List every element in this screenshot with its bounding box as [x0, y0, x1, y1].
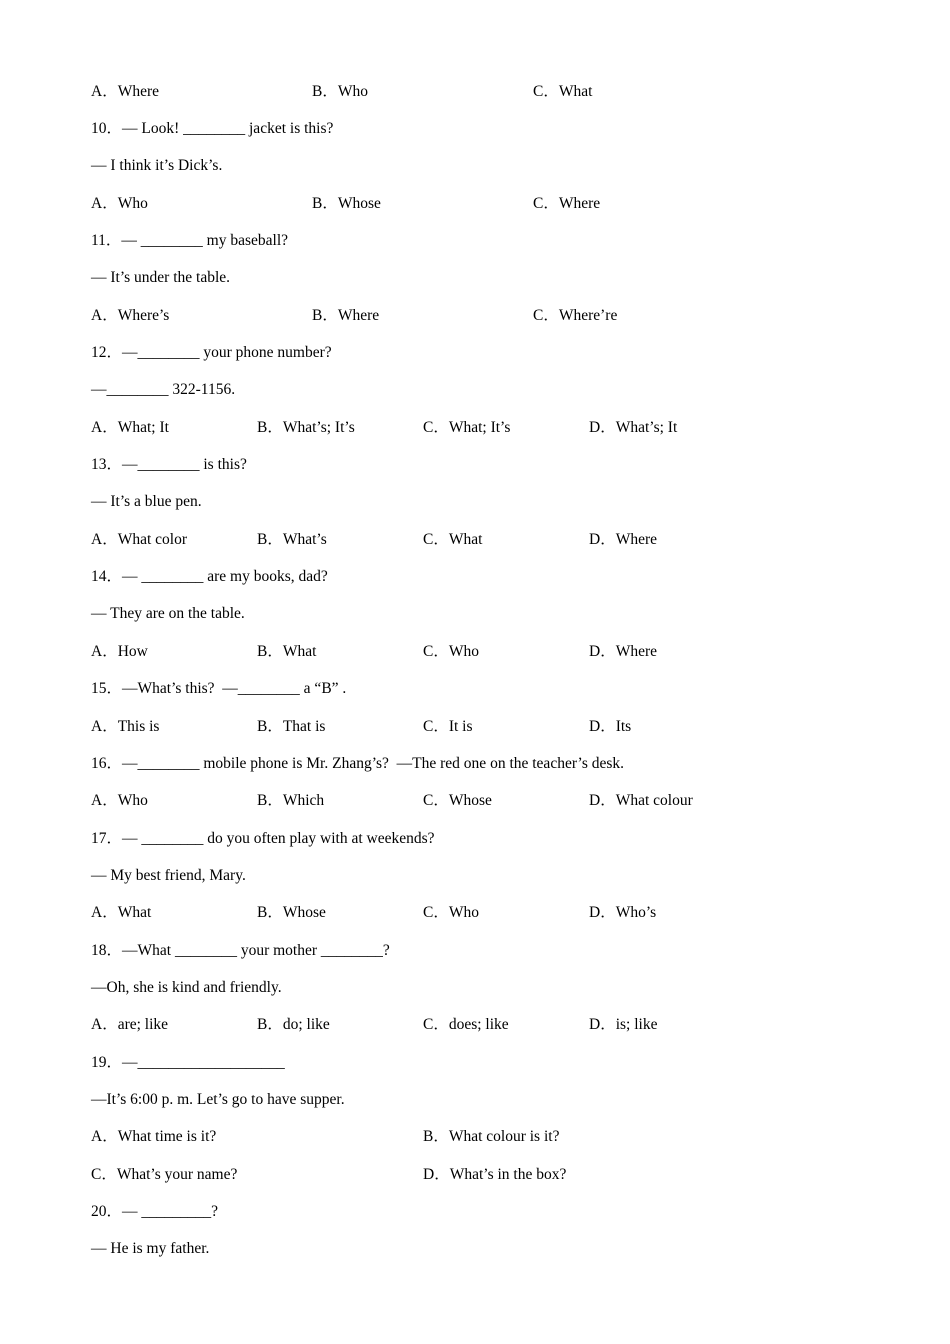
q10-option-a[interactable]: A．Who [91, 195, 148, 212]
q19-answer-line: —It’s 6:00 p. m. Let’s go to have supper. [91, 1091, 345, 1108]
q16-stem: 16．—________ mobile phone is Mr. Zhang’s? —The red one on the teacher’s desk. [91, 755, 625, 772]
q13-option-a[interactable]: A．What color [91, 531, 187, 548]
q19-option-c[interactable]: C．What’s your name? [91, 1166, 238, 1183]
q19-stem: 19．—___________________ [91, 1054, 285, 1071]
q12-option-d[interactable]: D．What’s; It [589, 419, 678, 436]
q17-option-c[interactable]: C．Who [423, 904, 479, 921]
q16-option-d[interactable]: D．What colour [589, 792, 693, 809]
q18-option-a[interactable]: A．are; like [91, 1016, 169, 1033]
q14-option-d[interactable]: D．Where [589, 643, 657, 660]
q11-stem: 11．— ________ my baseball? [91, 232, 289, 249]
q19-option-d[interactable]: D．What’s in the box? [423, 1166, 567, 1183]
q20-stem: 20．— _________? [91, 1203, 219, 1220]
q12-option-c[interactable]: C．What; It’s [423, 419, 511, 436]
q9-option-c[interactable]: C．What [533, 83, 593, 100]
q16-option-b[interactable]: B．Which [257, 792, 325, 809]
q18-option-b[interactable]: B．do; like [257, 1016, 330, 1033]
q10-option-b[interactable]: B．Whose [312, 195, 381, 212]
q15-option-d[interactable]: D．Its [589, 718, 632, 735]
q15-option-b[interactable]: B．That is [257, 718, 326, 735]
q12-option-a[interactable]: A．What; It [91, 419, 169, 436]
q13-option-d[interactable]: D．Where [589, 531, 657, 548]
q12-stem: 12．—________ your phone number? [91, 344, 332, 361]
q14-answer-line: — They are on the table. [91, 605, 245, 622]
q11-option-a[interactable]: A．Where’s [91, 307, 170, 324]
q17-option-a[interactable]: A．What [91, 904, 152, 921]
q19-option-a[interactable]: A．What time is it? [91, 1128, 217, 1145]
q15-option-c[interactable]: C．It is [423, 718, 473, 735]
q9-option-b[interactable]: B．Who [312, 83, 368, 100]
q15-stem: 15．—What’s this? —________ a “B” . [91, 680, 347, 697]
q16-option-c[interactable]: C．Whose [423, 792, 492, 809]
q15-option-a[interactable]: A．This is [91, 718, 160, 735]
q14-option-a[interactable]: A．How [91, 643, 148, 660]
q19-option-b[interactable]: B．What colour is it? [423, 1128, 560, 1145]
q18-option-d[interactable]: D．is; like [589, 1016, 658, 1033]
q13-stem: 13．—________ is this? [91, 456, 247, 473]
q12-answer-line: —________ 322-1156. [91, 381, 236, 398]
q9-option-a[interactable]: A．Where [91, 83, 159, 100]
q18-stem: 18．—What ________ your mother ________? [91, 942, 390, 959]
q17-stem: 17．— ________ do you often play with at weekends? [91, 830, 435, 847]
q11-option-c[interactable]: C．Where’re [533, 307, 618, 324]
q13-answer-line: — It’s a blue pen. [91, 493, 202, 510]
q10-answer-line: — I think it’s Dick’s. [91, 157, 223, 174]
q14-stem: 14．— ________ are my books, dad? [91, 568, 328, 585]
q13-option-c[interactable]: C．What [423, 531, 483, 548]
q14-option-c[interactable]: C．Who [423, 643, 479, 660]
q11-answer-line: — It’s under the table. [91, 269, 231, 286]
q16-option-a[interactable]: A．Who [91, 792, 148, 809]
q20-answer-line: — He is my father. [91, 1240, 210, 1257]
q10-stem: 10．— Look! ________ jacket is this? [91, 120, 334, 137]
q10-option-c[interactable]: C．Where [533, 195, 601, 212]
q17-answer-line: — My best friend, Mary. [91, 867, 246, 884]
q11-option-b[interactable]: B．Where [312, 307, 380, 324]
q17-option-d[interactable]: D．Who’s [589, 904, 657, 921]
q13-option-b[interactable]: B．What’s [257, 531, 327, 548]
q18-answer-line: —Oh, she is kind and friendly. [91, 979, 282, 996]
q14-option-b[interactable]: B．What [257, 643, 317, 660]
q12-option-b[interactable]: B．What’s; It’s [257, 419, 355, 436]
q18-option-c[interactable]: C．does; like [423, 1016, 509, 1033]
q17-option-b[interactable]: B．Whose [257, 904, 326, 921]
